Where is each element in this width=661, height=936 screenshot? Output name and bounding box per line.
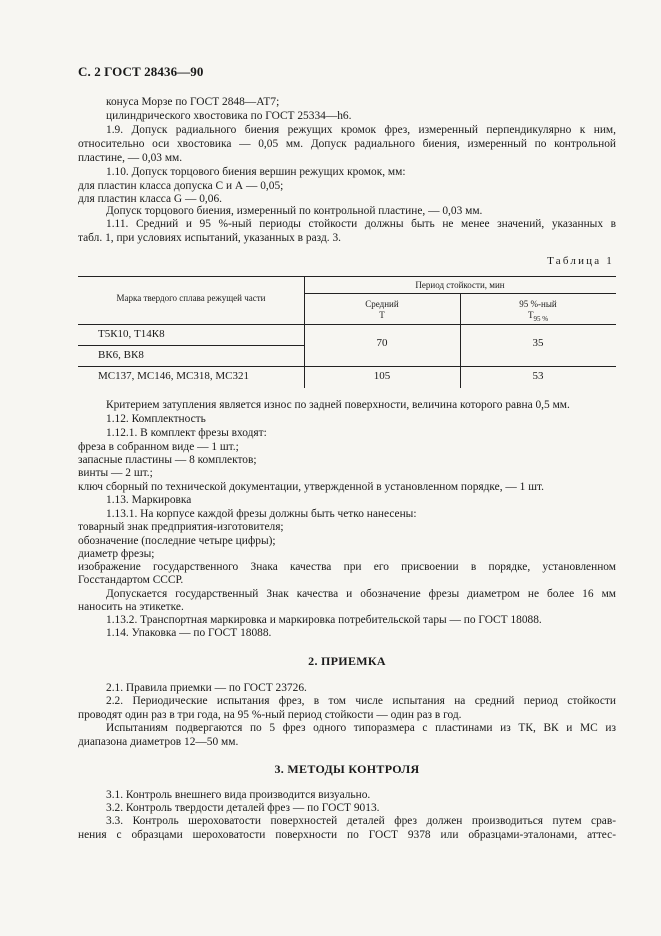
text-line: диапазона диаметров 12—50 мм. [78,736,239,748]
table-cell-mean: 70 [376,337,388,349]
text-line: относительно оси хвостовика — 0,05 мм. Допуск радиального биения, измеренный по контрольной [78,138,616,150]
text-line: проводят один раз в три года, на 95 %-ный период стойкости — один раз в год. [78,709,462,721]
table-cell-mean: 105 [373,370,391,382]
text-line: для пластин класса G — 0,06. [78,193,222,205]
p95-symbol: $T_{95 \%}$ [527,310,549,323]
text-line: винты — 2 шт.; [78,467,153,479]
text-line: пластине, — 0,03 мм. [78,152,183,164]
text-line: наносить на этикетке. [78,601,184,613]
text-line: 1.13.2. Транспортная маркировка и маркировка потребительской тары — по ГОСТ 18088. [106,614,542,626]
text-line: запасные пластины — 8 комплектов; [78,454,257,466]
text-line: 3.2. Контроль твердости деталей фрез — по ГОСТ 9013. [106,802,380,814]
table-cell-p95: 53 [532,370,544,382]
text-line: фреза в собранном виде — 1 шт.; [78,441,239,453]
col-header-grade: Марка твердого сплава режущей части [116,293,266,303]
text-line: товарный знак предприятия-изготовителя; [78,521,284,533]
text-line: конуса Морзе по ГОСТ 2848—АТ7; [106,96,280,108]
section-title-methods: 3. МЕТОДЫ КОНТРОЛЯ [274,762,420,776]
text-line: 1.13.1. На корпусе каждой фрезы должны быть четко нанесены: [106,508,417,520]
text-line: Допуск торцового биения, измеренный по контрольной пластине, — 0,03 мм. [106,205,483,217]
section-title-acceptance: 2. ПРИЕМКА [308,654,386,668]
text-line: цилиндрического хвостовика по ГОСТ 25334—h6. [106,110,352,122]
text-line: 1.11. Средний и 95 %-ный периоды стойкости должны быть не менее значений, указанных в [106,218,616,230]
text-line: ключ сборный по технической документации, утвержденной в установленном порядке, — 1 шт. [78,481,544,493]
text-line: 1.12. Комплектность [106,413,206,425]
text-line: 1.10. Допуск торцового биения вершин режущих кромок, мм: [106,166,406,178]
table-cell-p95: 35 [532,337,544,349]
text-line: 1.13. Маркировка [106,494,192,506]
col-header-p95: 95 %-ный $T_{95 \%}$ [460,299,616,325]
table-caption: Таблица 1 [547,255,614,267]
text-line: обозначение (последние четыре цифры); [78,535,276,547]
text-line: 1.9. Допуск радиального биения режущих кромок фрез, измеренный перпендикулярно к ним, [106,124,616,136]
text-line: для пластин класса допуска С и А — 0,05; [78,180,284,192]
text-line: 3.3. Контроль шероховатости поверхностей деталей фрез должен производиться путем срав- [106,815,616,827]
text-line: Испытаниям подвергаются по 5 фрез одного типоразмера с пластинами из ТК, ВК и МС из [106,722,616,734]
table-cell-grade: МС137, МС146, МС318, МС321 [98,370,249,382]
text-line: Критерием затупления является износ по задней поверхности, величина которого равна 0,5 мм. [106,399,570,411]
text-line: нения с образцами шероховатости поверхности по ГОСТ 9378 или образцами-эталонами, аттес- [78,829,616,841]
col-header-mean: Средний T [304,299,460,321]
page-header: С. 2 ГОСТ 28436—90 [78,64,204,79]
group-header-durability: Период стойкости, мин [415,280,505,290]
table-cell-grade: Т5К10, Т14К8 [98,328,165,340]
text-line: Госстандартом СССР. [78,574,184,586]
text-line: 1.12.1. В комплект фрезы входят: [106,427,267,439]
text-line: Допускается государственный Знак качества и обозначение фрезы диаметром не более 16 мм [106,588,616,600]
table-cell-grade: ВК6, ВК8 [98,349,144,361]
text-line: изображение государственного Знака качества при его присвоении в порядке, установленном [78,561,616,573]
mean-symbol: T [379,310,385,320]
text-line: диаметр фрезы; [78,548,155,560]
text-line: 1.14. Упаковка — по ГОСТ 18088. [106,627,272,639]
text-line: 2.1. Правила приемки — по ГОСТ 23726. [106,682,307,694]
durability-table [78,276,616,388]
text-line: 2.2. Периодические испытания фрез, в том числе испытания на средний период стойкости [106,695,616,707]
text-line: табл. 1, при условиях испытаний, указанных в разд. 3. [78,232,341,244]
text-line: 3.1. Контроль внешнего вида производится визуально. [106,789,371,801]
